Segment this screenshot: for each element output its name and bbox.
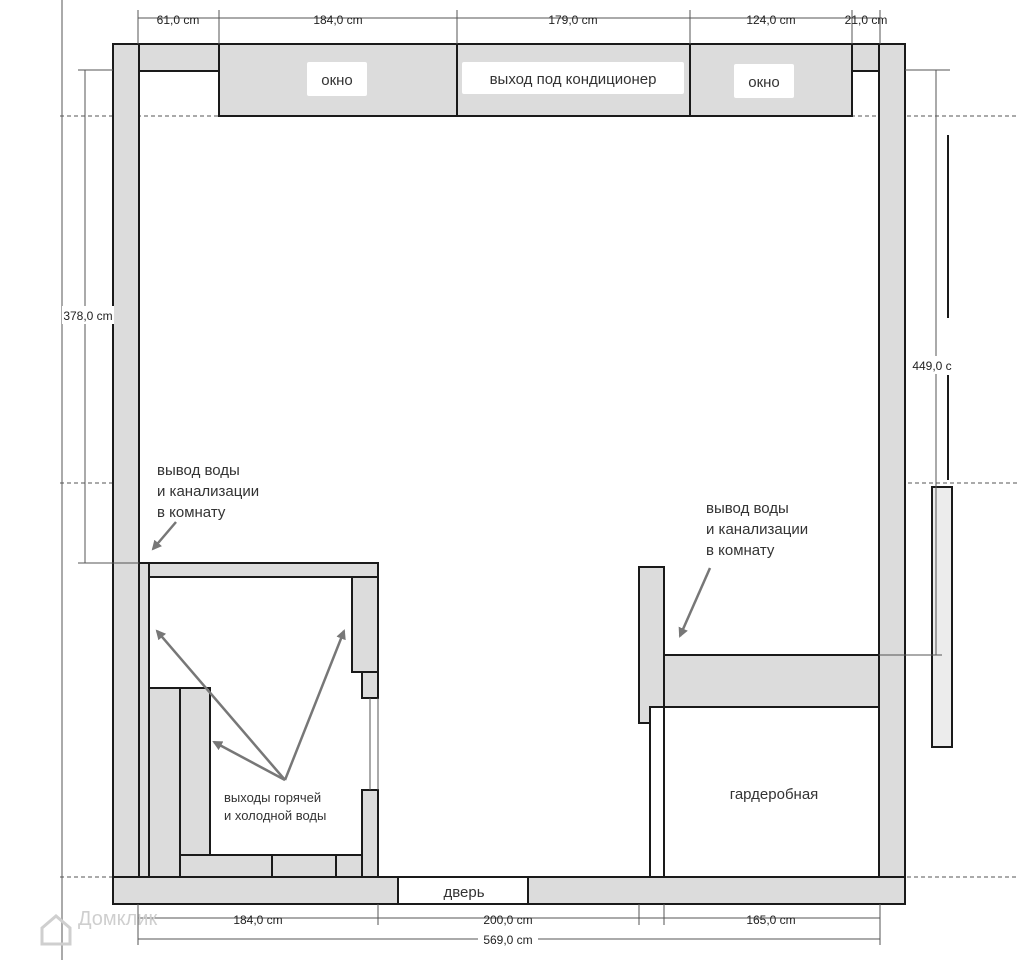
dim-left: 378,0 cm [63, 309, 113, 323]
dim-bottom-3: 165,0 cm [746, 913, 796, 927]
window-right-label: окно [748, 74, 780, 91]
dimension-bottom [138, 904, 880, 947]
hot-cold-line-2: и холодной воды [224, 808, 327, 823]
dim-bottom-2: 200,0 cm [483, 913, 533, 927]
watermark-text: Домклик [78, 908, 158, 930]
bath-bottom-box [272, 855, 336, 877]
water-left-line-1: вывод воды [157, 462, 240, 479]
wall-right [879, 44, 905, 904]
dim-top-5: 21,0 cm [844, 13, 888, 27]
water-outlet-left-note [153, 462, 259, 549]
bath-wall-right-lower [362, 790, 378, 877]
water-outlet-right-note [680, 500, 808, 636]
dim-top-3: 179,0 cm [548, 13, 598, 27]
window-left-label: окно [321, 72, 353, 89]
dim-top-4: 124,0 cm [746, 13, 796, 27]
water-right-arrow [680, 568, 710, 636]
ac-outlet-label: выход под кондиционер [489, 71, 657, 88]
bath-wall-right-upper [352, 577, 378, 672]
dim-top-1: 61,0 cm [156, 13, 200, 27]
dim-right: 449,0 c [912, 359, 952, 373]
water-right-line-2: и канализации [706, 521, 809, 538]
water-left-line-2: и канализации [157, 483, 260, 500]
wall-left [113, 44, 139, 904]
wall-bottom-left [113, 877, 398, 904]
watermark-house-icon [42, 916, 70, 944]
wardrobe-wall-top [664, 655, 879, 707]
bath-shaft [149, 688, 180, 877]
dimension-top [138, 10, 887, 44]
wardrobe-label: гардеробная [729, 786, 819, 803]
bath-inner-wall [180, 688, 210, 855]
wardrobe-door-gap [650, 707, 664, 877]
wall-bottom-right [528, 877, 905, 904]
dim-bottom-total: 569,0 cm [483, 933, 533, 947]
water-left-arrow [153, 522, 176, 549]
water-left-line-3: в комнату [157, 504, 226, 521]
outside-cabinet-3 [932, 487, 952, 747]
water-right-line-3: в комнату [706, 542, 775, 559]
bath-doorjamb-top [362, 672, 378, 698]
water-right-line-1: вывод воды [706, 500, 789, 517]
bath-wall-left-inner [139, 563, 149, 877]
hot-cold-arrow-2 [214, 742, 285, 780]
bath-wall-top [139, 563, 378, 577]
door-label: дверь [443, 884, 485, 901]
hot-cold-line-1: выходы горячей [224, 790, 322, 805]
wardrobe-wall-left [639, 567, 664, 723]
dim-bottom-1: 184,0 cm [233, 913, 283, 927]
dim-top-2: 184,0 cm [313, 13, 363, 27]
hot-cold-arrow-3 [285, 631, 344, 780]
